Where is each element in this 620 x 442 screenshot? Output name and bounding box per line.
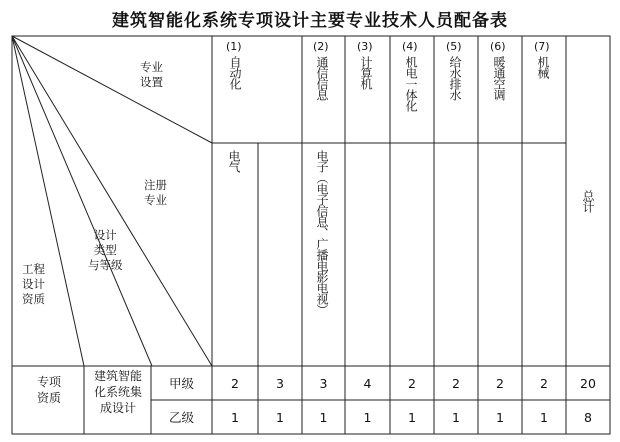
grade-label-a: 甲级 <box>168 376 194 391</box>
table-cell: 2 <box>540 375 548 391</box>
header-professional-setting: 专业 设置 <box>140 60 163 89</box>
col-num-7: (7) <box>534 40 550 53</box>
table-cell: 2 <box>408 375 416 391</box>
col-name-mechanical: 机械 <box>536 56 550 78</box>
col-num-5: (5) <box>446 40 462 53</box>
total-label: 总计 <box>581 190 595 212</box>
col-name-computer: 计算机 <box>359 56 373 89</box>
col-num-4: (4) <box>402 40 418 53</box>
table-cell: 3 <box>276 375 284 391</box>
header-design-type-grade: 设计 类型 与等级 <box>88 228 123 272</box>
row-header-system-integration: 建筑智能 化系统集 成设计 <box>93 369 142 416</box>
table-cell: 1 <box>452 409 460 425</box>
row-header-special-qualification: 专项 资质 <box>36 375 61 405</box>
table-cell: 2 <box>231 375 239 391</box>
table-cell: 1 <box>408 409 416 425</box>
col-name-communication: 通信信息 <box>315 56 329 100</box>
col-num-1: (1) <box>226 40 242 53</box>
table-cell-total: 20 <box>580 375 596 391</box>
table-cell: 1 <box>363 409 372 425</box>
col-name-hvac: 暖通空调 <box>492 56 506 100</box>
table-cell: 4 <box>363 375 372 391</box>
table-cell: 2 <box>452 375 460 391</box>
col-num-3: (3) <box>357 40 373 53</box>
table-cell: 3 <box>319 375 328 391</box>
table-title: 建筑智能化系统专项设计主要专业技术人员配备表 <box>112 11 508 31</box>
col-name-water: 给水排水 <box>448 56 462 100</box>
col-num-6: (6) <box>490 40 506 53</box>
table-cell: 1 <box>276 409 284 425</box>
col-num-2: (2) <box>313 40 329 53</box>
header-registered-major: 注册 专业 <box>144 178 167 207</box>
table-cell: 2 <box>496 375 504 391</box>
table-cell-total: 8 <box>584 409 592 425</box>
table-cell: 1 <box>319 409 328 425</box>
table-cell: 1 <box>496 409 504 425</box>
grade-label-b: 乙级 <box>168 410 194 425</box>
table-cell: 1 <box>231 409 239 425</box>
table-cell: 1 <box>540 409 548 425</box>
sub-major-electric: 电气 <box>227 150 241 172</box>
col-name-automation: 自动化 <box>228 56 242 89</box>
header-engineering-qualification: 工程 设计 资质 <box>22 262 45 306</box>
col-name-mechatronics: 机电一体化 <box>404 56 418 111</box>
sub-major-electronics: 电子（电子信息、广播电影电视） <box>315 150 329 315</box>
